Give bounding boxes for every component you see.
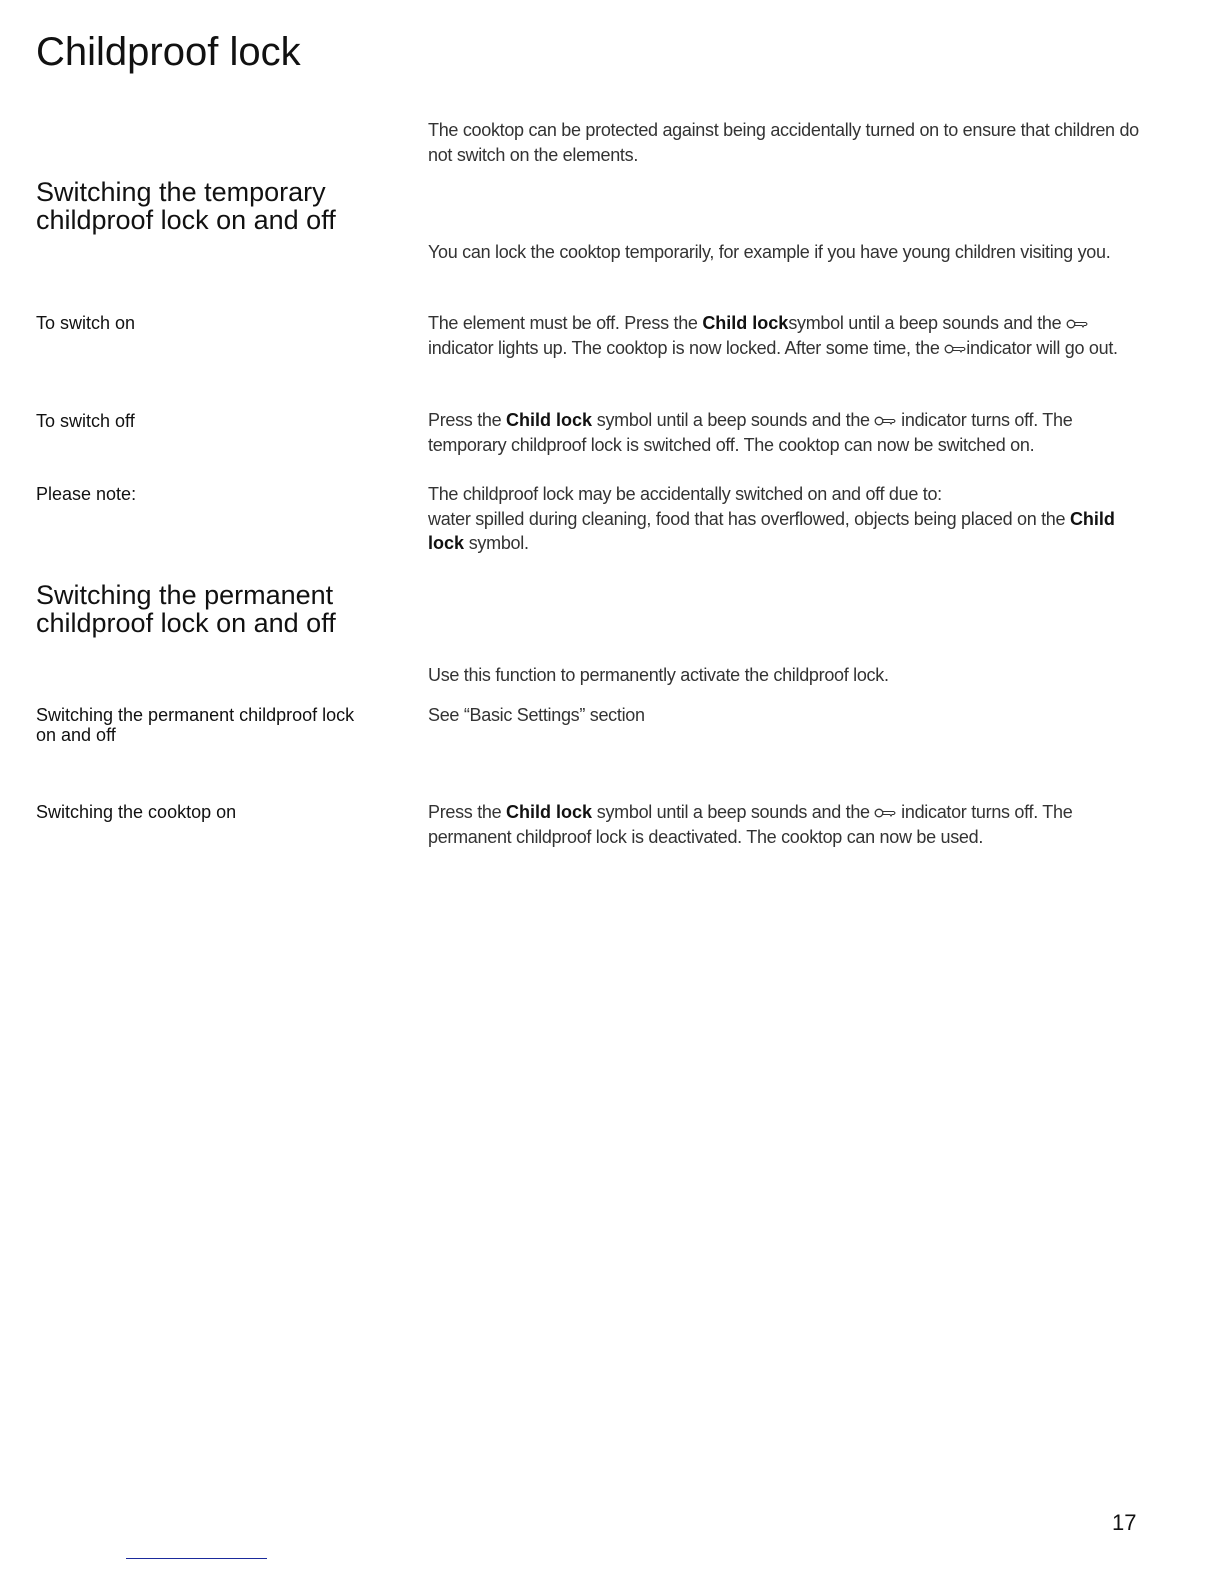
page-title: Childproof lock bbox=[36, 30, 301, 74]
text-segment: indicator turns off. The permanent childproof lock is deactivated. The cooktop can now be used. bbox=[428, 802, 1073, 847]
please-note-text bbox=[428, 482, 1148, 556]
child-lock-term: Child lock bbox=[702, 313, 789, 333]
permanent-onoff-label: Switching the permanent childproof lock on and off bbox=[36, 705, 355, 745]
key-icon bbox=[874, 808, 896, 818]
key-icon bbox=[1066, 319, 1088, 329]
footer-divider bbox=[126, 1558, 267, 1559]
temporary-heading: Switching the temporary childproof lock on and off bbox=[36, 177, 336, 235]
text-segment: indicator will go out. bbox=[966, 337, 1118, 358]
page-number: 17 bbox=[1112, 1510, 1137, 1535]
key-icon bbox=[944, 344, 966, 354]
text-segment: symbol until a beep sounds and the bbox=[592, 410, 875, 430]
temporary-intro: You can lock the cooktop temporarily, for example if you have young children visiting you. bbox=[428, 242, 1111, 262]
text-segment: symbol until a beep sounds and the bbox=[592, 802, 875, 822]
text-segment: symbol. bbox=[464, 533, 529, 553]
switch-off-text bbox=[428, 408, 1148, 457]
child-lock-term: Child lock bbox=[506, 802, 593, 822]
cooktop-on-text bbox=[428, 800, 1148, 849]
text-segment: symbol until a beep sounds and the bbox=[788, 313, 1067, 333]
text-segment: indicator lights up. The cooktop is now locked. After some time, the bbox=[428, 337, 945, 358]
text-segment: Press the bbox=[428, 410, 507, 430]
text-segment: The childproof lock may be accidentally switched on and off due to: bbox=[428, 484, 942, 504]
switch-off-label: To switch off bbox=[36, 411, 135, 431]
switch-on-text bbox=[428, 311, 1148, 360]
text-segment: Press the bbox=[428, 802, 507, 822]
text-segment: The element must be off. Press the bbox=[428, 313, 703, 333]
cooktop-on-label: Switching the cooktop on bbox=[36, 802, 237, 822]
text-segment: water spilled during cleaning, food that has overflowed, objects being placed on the bbox=[428, 508, 1070, 529]
permanent-onoff-text: See “Basic Settings” section bbox=[428, 705, 645, 725]
child-lock-term: Child lock bbox=[428, 508, 1115, 553]
key-icon bbox=[874, 416, 896, 426]
please-note-label: Please note: bbox=[36, 484, 137, 504]
child-lock-term: Child lock bbox=[506, 410, 593, 430]
permanent-heading: Switching the permanent childproof lock on and off bbox=[36, 580, 336, 638]
switch-on-label: To switch on bbox=[36, 313, 136, 333]
permanent-intro: Use this function to permanently activate the childproof lock. bbox=[428, 665, 889, 685]
text-segment: indicator turns off. The temporary childproof lock is switched off. The cooktop can now be switched on. bbox=[428, 410, 1073, 455]
intro-text: The cooktop can be protected against being accidentally turned on to ensure that children do not switch on the elements. bbox=[428, 120, 1139, 165]
